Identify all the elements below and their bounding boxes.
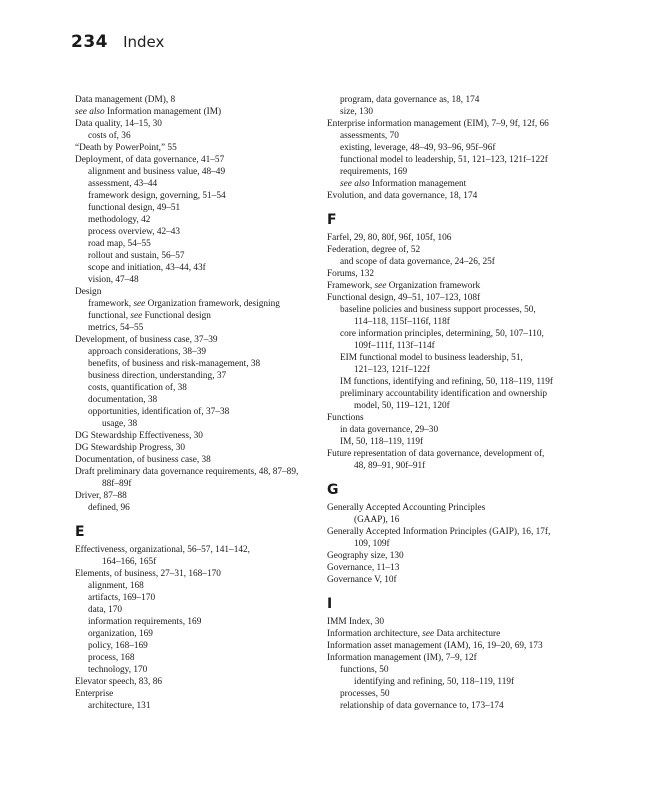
index-subentry: 121–123, 121f–122f xyxy=(354,365,430,375)
index-subentry: alignment and business value, 48–49 xyxy=(88,167,226,177)
index-subentry: business direction, understanding, 37 xyxy=(88,371,227,381)
section-letter: E xyxy=(75,524,85,540)
index-subentry: opportunities, identification of, 37–38 xyxy=(88,407,230,417)
page-header xyxy=(71,32,164,52)
index-column-left xyxy=(75,94,345,712)
index-subentry: alignment, 168 xyxy=(88,581,144,591)
index-entry: Governance, 11–13 xyxy=(327,563,400,573)
index-subentry: existing, leverage, 48–49, 93–96, 95f–96f xyxy=(340,143,496,153)
index-subentry: IM functions, identifying and refining, 50, 118–119, 119f xyxy=(340,377,554,387)
index-subentry: information requirements, 169 xyxy=(88,617,202,627)
index-entry: Draft preliminary data governance requirements, 48, 87–89, xyxy=(75,467,299,477)
section-letter: G xyxy=(327,482,339,498)
index-entry: Development, of business case, 37–39 xyxy=(75,335,218,345)
index-subentry: functional design, 49–51 xyxy=(88,203,181,213)
index-subentry: in data governance, 29–30 xyxy=(340,425,439,435)
index-subentry: scope and initiation, 43–44, 43f xyxy=(88,263,206,273)
index-entry: Data management (DM), 8 xyxy=(75,95,176,105)
index-subentry: 164–166, 165f xyxy=(102,557,157,567)
index-subentry: methodology, 42 xyxy=(88,215,151,225)
index-subentry: 88f–89f xyxy=(102,479,132,489)
index-subentry: road map, 54–55 xyxy=(88,239,151,249)
index-subentry: documentation, 38 xyxy=(88,395,158,405)
index-entry: DG Stewardship Effectiveness, 30 xyxy=(75,431,203,441)
index-entry: Enterprise xyxy=(75,689,114,699)
index-entry: Information management (IM), 7–9, 12f xyxy=(327,653,477,663)
index-subentry: IM, 50, 118–119, 119f xyxy=(340,437,424,447)
index-subentry: organization, 169 xyxy=(88,629,153,639)
index-entry: Farfel, 29, 80, 80f, 96f, 105f, 106 xyxy=(327,233,452,243)
index-entry: Design xyxy=(75,287,102,297)
index-entry: Generally Accepted Information Principles (GAIP), 16, 17f, xyxy=(327,527,551,537)
index-entry: Driver, 87–88 xyxy=(75,491,127,501)
index-entry: Deployment, of data governance, 41–57 xyxy=(75,155,225,165)
index-entry: Framework, see Organization framework xyxy=(327,281,481,291)
index-subentry: framework design, governing, 51–54 xyxy=(88,191,226,201)
index-subentry: requirements, 169 xyxy=(340,167,408,177)
index-subentry: model, 50, 119–121, 120f xyxy=(354,401,450,411)
index-subentry: defined, 96 xyxy=(88,503,130,513)
index-subentry: process, 168 xyxy=(88,653,135,663)
index-subentry: data, 170 xyxy=(88,605,123,615)
index-entry: “Death by PowerPoint,” 55 xyxy=(75,143,177,153)
index-subentry: 48, 89–91, 90f–91f xyxy=(354,461,426,471)
index-subentry: functions, 50 xyxy=(340,665,389,675)
index-subentry: (GAAP), 16 xyxy=(354,515,400,525)
index-entry: Evolution, and data governance, 18, 174 xyxy=(327,191,478,201)
index-entry: Federation, degree of, 52 xyxy=(327,245,421,255)
index-entry: Data quality, 14–15, 30 xyxy=(75,119,162,129)
index-subentry: processes, 50 xyxy=(340,689,390,699)
index-entry: Functions xyxy=(327,413,364,423)
index-subentry: baseline policies and business support processes, 50, xyxy=(340,305,536,315)
index-subentry: and scope of data governance, 24–26, 25f xyxy=(340,257,495,267)
index-entry: see also Information management (IM) xyxy=(75,107,222,117)
running-title: Index xyxy=(123,33,165,51)
index-subentry: assessments, 70 xyxy=(340,131,399,141)
index-subentry: relationship of data governance to, 173–174 xyxy=(340,701,504,711)
index-entry: Future representation of data governance, development of, xyxy=(327,449,545,459)
index-entry: DG Stewardship Progress, 30 xyxy=(75,443,186,453)
index-subentry: assessment, 43–44 xyxy=(88,179,158,189)
index-entry: Geography size, 130 xyxy=(327,551,404,561)
index-entry: Enterprise information management (EIM), 7–9, 9f, 12f, 66 xyxy=(327,119,549,129)
index-entry: Forums, 132 xyxy=(327,269,375,279)
index-entry: Functional design, 49–51, 107–123, 108f xyxy=(327,293,481,303)
index-subentry: artifacts, 169–170 xyxy=(88,593,156,603)
index-entry: Effectiveness, organizational, 56–57, 141–142, xyxy=(75,545,250,555)
index-subentry: size, 130 xyxy=(340,107,374,117)
index-subentry: preliminary accountability identification and ownership xyxy=(340,389,548,399)
index-subentry: 109f–111f, 113f–114f xyxy=(354,341,435,351)
index-subentry: architecture, 131 xyxy=(88,701,151,711)
index-entry: Information architecture, see Data architecture xyxy=(327,629,501,639)
index-subentry: EIM functional model to business leadership, 51, xyxy=(340,353,523,363)
index-entry: Generally Accepted Accounting Principles xyxy=(327,503,486,513)
index-subentry: functional model to leadership, 51, 121–123, 121f–122f xyxy=(340,155,548,165)
section-letter: I xyxy=(327,596,333,612)
index-subentry: costs of, 36 xyxy=(88,131,131,141)
index-subentry: metrics, 54–55 xyxy=(88,323,144,333)
index-subentry: usage, 38 xyxy=(102,419,138,429)
index-subentry: see also Information management xyxy=(340,179,467,189)
index-column-right xyxy=(327,94,607,712)
index-entry: Governance V, 10f xyxy=(327,575,397,585)
index-subentry: core information principles, determining, 50, 107–110, xyxy=(340,329,544,339)
index-subentry: 114–118, 115f–116f, 118f xyxy=(354,317,450,327)
page-number: 234 xyxy=(71,32,108,52)
index-subentry: rollout and sustain, 56–57 xyxy=(88,251,185,261)
index-entry: Documentation, of business case, 38 xyxy=(75,455,211,465)
index-subentry: benefits, of business and risk-management, 38 xyxy=(88,359,261,369)
index-entry: Elevator speech, 83, 86 xyxy=(75,677,162,687)
index-subentry: program, data governance as, 18, 174 xyxy=(340,95,480,105)
index-subentry: approach considerations, 38–39 xyxy=(88,347,206,357)
index-subentry: framework, see Organization framework, designing xyxy=(88,299,280,309)
index-entry: IMM Index, 30 xyxy=(327,617,385,627)
index-subentry: process overview, 42–43 xyxy=(88,227,181,237)
index-subentry: identifying and refining, 50, 118–119, 119f xyxy=(354,677,515,687)
index-subentry: technology, 170 xyxy=(88,665,148,675)
index-subentry: functional, see Functional design xyxy=(88,311,211,321)
section-letter: F xyxy=(327,212,337,228)
index-subentry: 109, 109f xyxy=(354,539,390,549)
index-subentry: costs, quantification of, 38 xyxy=(88,383,187,393)
index-subentry: policy, 168–169 xyxy=(88,641,148,651)
index-entry: Information asset management (IAM), 16, 19–20, 69, 173 xyxy=(327,641,543,651)
index-subentry: vision, 47–48 xyxy=(88,275,139,285)
index-entry: Elements, of business, 27–31, 168–170 xyxy=(75,569,221,579)
